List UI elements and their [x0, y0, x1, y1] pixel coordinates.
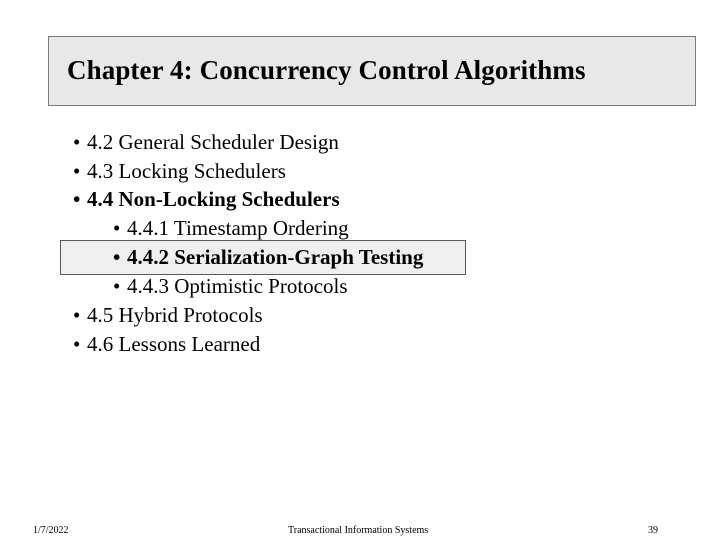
bullet-icon: • — [113, 274, 121, 298]
bullet-icon: • — [113, 216, 121, 240]
bullet-icon: • — [113, 245, 121, 269]
outline-item-4-4-2 — [113, 245, 423, 269]
footer-date: 1/7/2022 — [33, 525, 69, 536]
outline-item-4-4-1 — [113, 216, 349, 240]
outline-item-4-5 — [73, 303, 263, 327]
outline-item-label: 4.5 Hybrid Protocols — [87, 303, 263, 327]
outline-item-4-4 — [73, 187, 340, 211]
outline-item-label: 4.4.2 Serialization-Graph Testing — [127, 245, 424, 269]
bullet-icon: • — [73, 130, 81, 154]
bullet-icon: • — [73, 187, 81, 211]
outline-item-label: 4.4.1 Timestamp Ordering — [127, 216, 349, 240]
bullet-icon: • — [73, 332, 81, 356]
slide-title: Chapter 4: Concurrency Control Algorithms — [67, 55, 586, 85]
outline-item-label: 4.3 Locking Schedulers — [87, 159, 286, 183]
outline-item-label: 4.4.3 Optimistic Protocols — [127, 274, 348, 298]
footer-title: Transactional Information Systems — [288, 525, 429, 536]
outline-item-4-2 — [73, 130, 339, 154]
outline-item-label: 4.4 Non-Locking Schedulers — [87, 187, 340, 211]
outline-item-4-3 — [73, 159, 286, 183]
bullet-icon: • — [73, 303, 81, 327]
outline-item-label: 4.2 General Scheduler Design — [87, 130, 339, 154]
footer-page-number: 39 — [648, 525, 658, 536]
outline-item-4-6 — [73, 332, 260, 356]
bullet-icon: • — [73, 159, 81, 183]
outline-item-label: 4.6 Lessons Learned — [87, 332, 261, 356]
outline-item-4-4-3 — [113, 274, 348, 298]
